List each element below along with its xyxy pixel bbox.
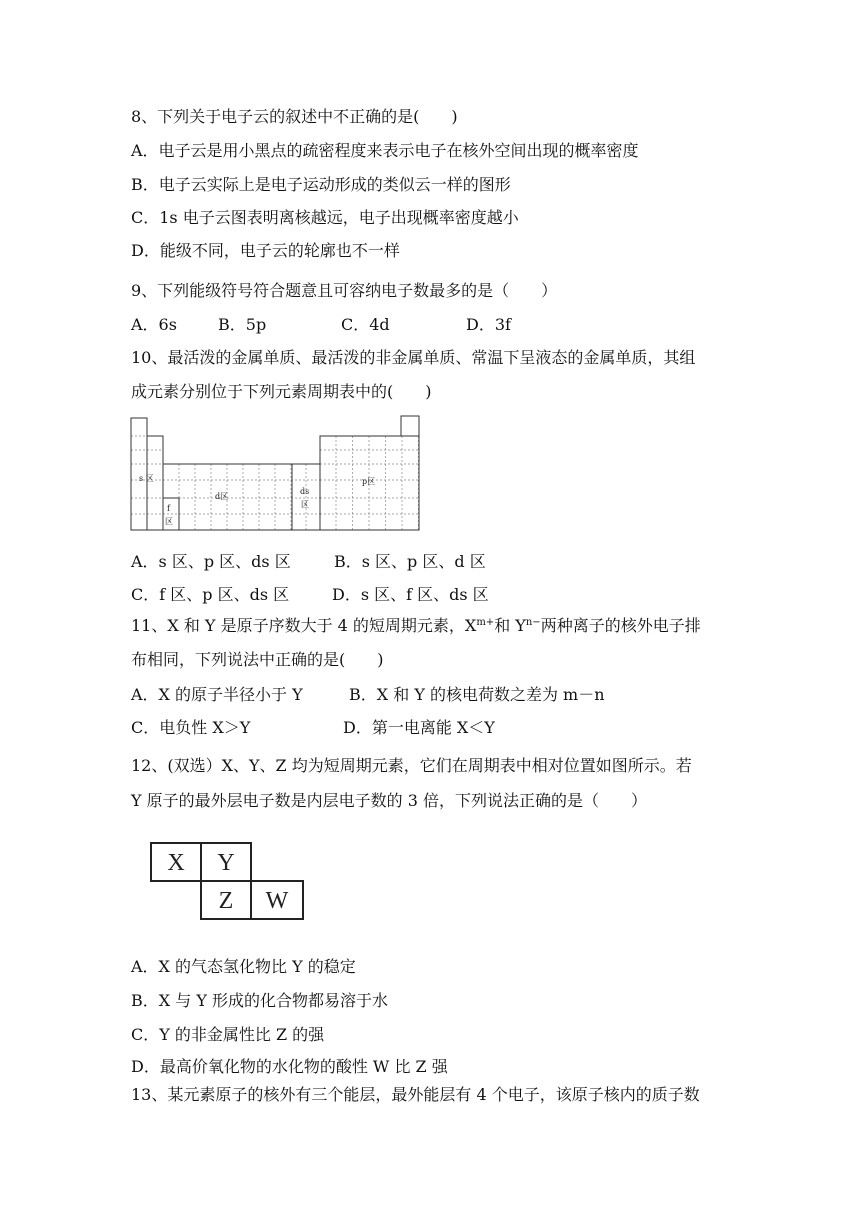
q12-option-d: D．最高价氧化物的水化物的酸性 W 比 Z 强	[131, 1057, 448, 1076]
q12-option-b: B．X 与 Y 形成的化合物都易溶于水	[131, 991, 388, 1010]
q12-stem-line1: 12、(双选）X、Y、Z 均为短周期元素，它们在周期表中相对位置如图所示。若	[131, 756, 692, 775]
q9-option-b: B．5p	[218, 315, 267, 334]
q11-stem-line2: 布相同，下列说法中正确的是( )	[131, 650, 384, 669]
cell-y-label: Y	[217, 850, 235, 876]
q10-option-d: D．s 区、f 区、ds 区	[332, 585, 489, 604]
q8-option-d: D．能级不同，电子云的轮廓也不一样	[131, 241, 400, 260]
cell-z-label: Z	[218, 888, 234, 914]
q8-option-a: A．电子云是用小黑点的疏密程度来表示电子在核外空间出现的概率密度	[131, 141, 639, 160]
ds-block-label-top: ds	[300, 487, 310, 496]
q8-option-c: C．1s 电子云图表明离核越远，电子出现概率密度越小	[131, 208, 519, 227]
q10-option-c: C．f 区、p 区、ds 区	[131, 585, 290, 604]
cell-w-label: W	[265, 888, 289, 914]
q8-stem: 8、下列关于电子云的叙述中不正确的是( )	[131, 107, 458, 126]
q13-stem-line1: 13、某元素原子的核外有三个能层，最外能层有 4 个电子，该原子核内的质子数	[131, 1085, 700, 1104]
q10-stem-line2: 成元素分别位于下列元素周期表中的( )	[131, 382, 432, 401]
ds-block-label-bottom: 区	[301, 500, 309, 509]
q12-option-c: C．Y 的非金属性比 Z 的强	[131, 1025, 325, 1044]
q10-option-b: B．s 区、p 区、d 区	[334, 552, 486, 571]
q11-stem-line1: 11、X 和 Y 是原子序数大于 4 的短周期元素，$X^{m+}$和 $Y^{n-}$两种离子的核外电子排	[131, 616, 701, 635]
q12-option-a: A．X 的气态氢化物比 Y 的稳定	[131, 957, 356, 976]
q9-option-c: C．4d	[341, 315, 390, 334]
q10-option-a: A．s 区、p 区、ds 区	[131, 552, 291, 571]
q9-option-a: A．6s	[131, 315, 177, 334]
q9-option-d: D．3f	[466, 315, 511, 334]
f-block-label-bottom: 区	[165, 517, 173, 526]
f-block-label-top: f	[167, 504, 170, 513]
s-block-label: s 区	[139, 474, 154, 483]
q11-option-d: D．第一电离能 X＜Y	[343, 718, 495, 737]
q11-option-c: C．电负性 X＞Y	[131, 718, 251, 737]
q11-option-b: B．X 和 Y 的核电荷数之差为 m－n	[349, 685, 605, 704]
q9-stem: 9、下列能级符号符合题意且可容纳电子数最多的是（ ）	[131, 281, 558, 300]
cell-x-label: X	[167, 850, 185, 876]
q10-stem-line1: 10、最活泼的金属单质、最活泼的非金属单质、常温下呈液态的金属单质，其组	[131, 348, 696, 367]
q11-option-a: A．X 的原子半径小于 Y	[131, 685, 303, 704]
q12-stem-line2: Y 原子的最外层电子数是内层电子数的 3 倍，下列说法正确的是（ ）	[131, 791, 648, 810]
p-block-label: p区	[362, 477, 376, 486]
d-block-label: d区	[215, 492, 229, 501]
q8-option-b: B．电子云实际上是电子运动形成的类似云一样的图形	[131, 175, 511, 194]
